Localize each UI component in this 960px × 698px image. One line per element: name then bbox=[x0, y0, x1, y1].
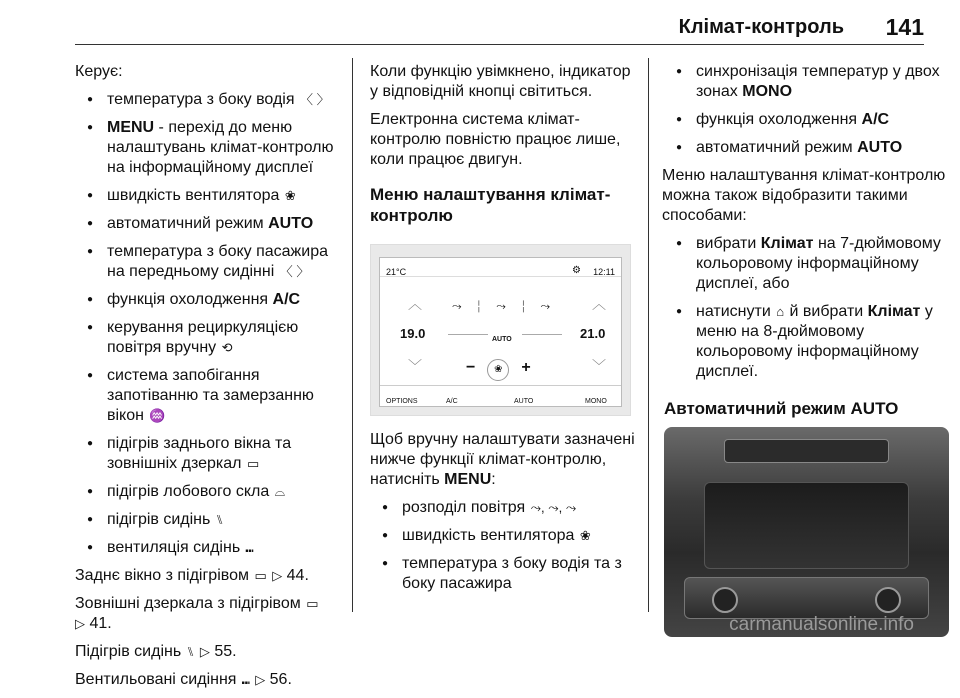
reference-arrow-icon: ▷ bbox=[199, 644, 210, 659]
section-heading: Автоматичний режим AUTO bbox=[664, 399, 899, 418]
list-item: ● швидкість вентилятора ❀ bbox=[370, 526, 638, 546]
seat-vent-icon: ⑉ bbox=[241, 672, 250, 687]
outside-temperature: 21°C bbox=[386, 267, 407, 277]
reference-arrow-icon: ▷ bbox=[255, 672, 266, 687]
climate-console-photo bbox=[664, 427, 949, 637]
recirculation-icon: ⟲ bbox=[221, 340, 233, 355]
gear-icon: ⚙ bbox=[572, 265, 581, 276]
list-item: ● автоматичний режим AUTO bbox=[664, 138, 952, 158]
controls-list bbox=[75, 90, 347, 558]
fan-icon: ❀ bbox=[579, 528, 591, 543]
watermark: carmanualsonline.info bbox=[729, 614, 914, 635]
display-methods-list bbox=[664, 234, 952, 382]
chevron-up-icon: ︿ bbox=[408, 296, 422, 312]
air-distribution-icon: ⤳, ⤳, ⤳ bbox=[530, 500, 577, 515]
console-top-controls bbox=[724, 439, 889, 463]
left-knob bbox=[712, 587, 738, 613]
climate-menu-panel bbox=[379, 257, 622, 407]
climate-menu-screenshot bbox=[370, 244, 631, 416]
console-tray bbox=[704, 482, 909, 569]
list-item: ● синхронізація температур у двох зонах MONO bbox=[664, 62, 952, 102]
bottom-item: MONO bbox=[585, 398, 607, 405]
list-item: ● натиснути ⌂ й вибрати Клімат у меню на 8-дюймовому кольоровому інформаційному дисплеї. bbox=[664, 302, 952, 382]
status-bar bbox=[380, 258, 621, 277]
list-item: ● швидкість вентилятора ❀ bbox=[75, 186, 347, 206]
chevron-up-icon: ︿ bbox=[592, 296, 606, 312]
rear-defrost-icon: ▭ bbox=[254, 568, 267, 583]
fan-icon: ❀ bbox=[487, 359, 509, 381]
windscreen-heat-icon: ⌓ bbox=[274, 484, 286, 499]
list-item: ● MENU - перехід до меню налаштувань клімат-контролю на інформаційному дисплеї bbox=[75, 118, 347, 178]
menu-functions-list-cont bbox=[664, 62, 952, 158]
list-item: ● підігрів лобового скла ⌓ bbox=[75, 482, 347, 502]
plus-sign: + bbox=[521, 359, 531, 376]
ref-paragraph: Підігрів сидінь ⑊ ▷ 55. bbox=[75, 643, 237, 660]
intro-text: Керує: bbox=[75, 63, 123, 80]
menu-functions-list bbox=[370, 498, 638, 594]
paragraph: Меню налаштування клімат-контролю можна також відобразити такими способами: bbox=[662, 167, 946, 224]
fan-control-row bbox=[466, 358, 531, 381]
air-distribution-icons: ⤳ ╎ ⤳ ╎ ⤳ bbox=[452, 299, 555, 313]
page-title: Клімат-контроль bbox=[678, 16, 844, 38]
ref-paragraph: Вентильовані сидіння ⑉ ▷ 56. bbox=[75, 671, 292, 688]
column-divider bbox=[648, 58, 649, 612]
list-item: ● система запобігання запотіванню та замерзанню вікон ♒ bbox=[75, 366, 347, 426]
list-item: ● температура з боку водія та з боку пасажира bbox=[370, 554, 638, 594]
defog-icon: ♒ bbox=[149, 408, 166, 423]
divider-line bbox=[522, 334, 562, 335]
ref-paragraph: Заднє вікно з підігрівом ▭ ▷ 44. bbox=[75, 567, 309, 584]
divider-line bbox=[448, 334, 488, 335]
bottom-item: A/C bbox=[446, 398, 458, 405]
list-item: ● функція охолодження A/C bbox=[75, 290, 347, 310]
paragraph: Щоб вручну налаштувати зазначені нижче функції клімат-контролю, натисніть MENU: bbox=[370, 431, 635, 488]
column-right bbox=[664, 62, 952, 637]
seat-heat-icon: ⑊ bbox=[186, 644, 195, 659]
list-item: ● функція охолодження A/C bbox=[664, 110, 952, 130]
home-icon: ⌂ bbox=[776, 304, 785, 319]
auto-label: AUTO bbox=[492, 336, 512, 343]
list-item: ● автоматичний режим AUTO bbox=[75, 214, 347, 234]
list-item: ● вибрати Клімат на 7-дюймовому кольоровому інформаційному дисплеї, або bbox=[664, 234, 952, 294]
ref-paragraph: Зовнішні дзеркала з підігрівом ▭ ▷ 41. bbox=[75, 595, 319, 632]
temp-adjust-icon: 〈 〉 bbox=[299, 92, 330, 107]
page-number: 141 bbox=[885, 14, 924, 40]
clock: 12:11 bbox=[593, 267, 615, 277]
list-item: ● температура з боку пасажира на передньому сидінні 〈 〉 bbox=[75, 242, 347, 282]
page-header bbox=[0, 0, 960, 50]
list-item: ● керування рециркуляцією повітря вручну ⟲ bbox=[75, 318, 347, 358]
minus-sign: − bbox=[466, 359, 476, 376]
seat-heat-icon: ⑊ bbox=[215, 512, 224, 527]
bottom-item: OPTIONS bbox=[386, 398, 418, 405]
paragraph: Коли функцію увімкнено, індикатор у відповідній кнопці світиться. bbox=[370, 63, 631, 100]
right-temperature: 21.0 bbox=[580, 326, 606, 341]
chevron-down-icon: ﹀ bbox=[592, 358, 606, 374]
temp-adjust-icon: 〈 〉 bbox=[279, 264, 310, 279]
header-rule bbox=[75, 44, 924, 45]
rear-defrost-icon: ▭ bbox=[306, 596, 319, 611]
rear-defrost-icon: ▭ bbox=[246, 456, 260, 471]
right-knob bbox=[875, 587, 901, 613]
fan-icon: ❀ bbox=[284, 188, 296, 203]
list-item: ● підігрів сидінь ⑊ bbox=[75, 510, 347, 530]
section-heading: Меню налаштування клімат-контролю bbox=[370, 185, 611, 225]
list-item: ● підігрів заднього вікна та зовнішніх дзеркал ▭ bbox=[75, 434, 347, 474]
left-temperature: 19.0 bbox=[400, 326, 426, 341]
reference-arrow-icon: ▷ bbox=[75, 616, 85, 631]
column-middle bbox=[370, 62, 638, 602]
reference-arrow-icon: ▷ bbox=[272, 568, 283, 583]
paragraph: Електронна система клімат-контролю повністю працює лише, коли працює двигун. bbox=[370, 111, 621, 168]
seat-vent-icon: ⑉ bbox=[245, 540, 254, 555]
column-left bbox=[75, 62, 347, 698]
chevron-down-icon: ﹀ bbox=[408, 358, 422, 374]
list-item: ● вентиляція сидінь ⑉ bbox=[75, 538, 347, 558]
list-item: ● розподіл повітря ⤳, ⤳, ⤳ bbox=[370, 498, 638, 518]
bottom-bar bbox=[380, 385, 621, 406]
list-item: ● температура з боку водія 〈 〉 bbox=[75, 90, 347, 110]
column-divider bbox=[352, 58, 353, 612]
bottom-item: AUTO bbox=[514, 398, 534, 405]
